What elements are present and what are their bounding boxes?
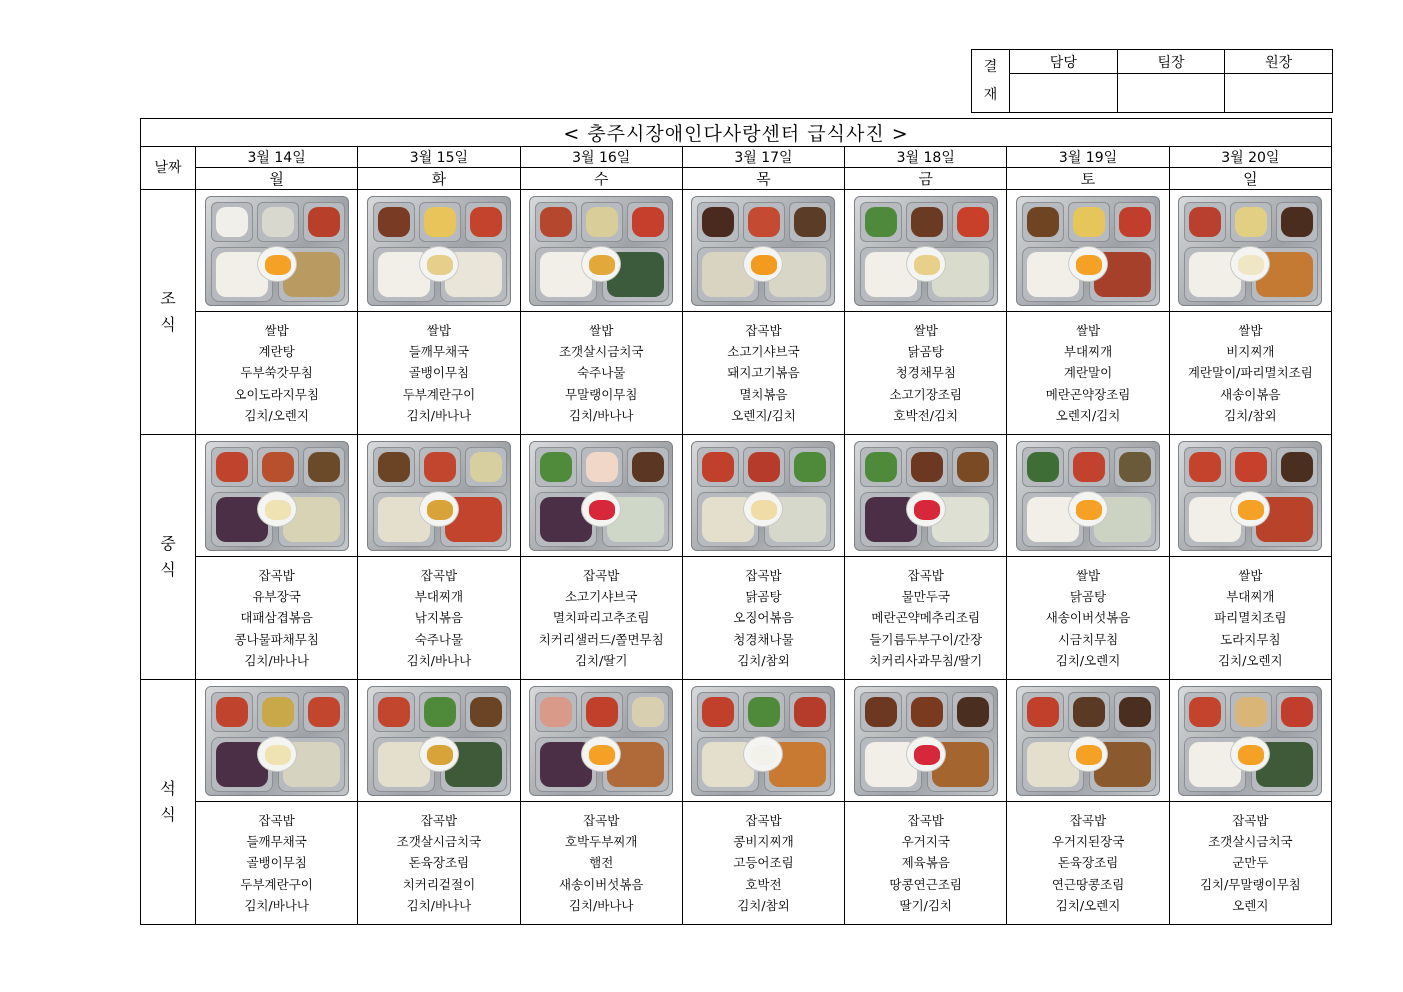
lunch-photo-cell	[358, 435, 520, 557]
menu-item: 멸치파리고추조림	[552, 610, 650, 626]
menu-item: 김치/바나나	[568, 897, 634, 913]
side-dish-2	[1230, 447, 1272, 487]
side-dish-3	[627, 447, 669, 487]
meal-tray-photo	[1178, 441, 1322, 551]
menu-item: 시금치무침	[1057, 631, 1119, 647]
signature-team-lead	[1117, 74, 1225, 113]
side-dish-2	[743, 447, 785, 487]
menu-item: 김치/참외	[737, 652, 790, 668]
breakfast-photo-cell	[845, 190, 1007, 312]
lunch-menu-cell	[1169, 557, 1331, 680]
dinner-menu-cell	[845, 802, 1007, 925]
meal-tray-photo	[1178, 686, 1322, 796]
side-dish-2	[906, 692, 948, 732]
menu-item: 김치/바나나	[406, 897, 472, 913]
menu-item: 비지찌개	[1226, 344, 1275, 360]
side-dish-3	[465, 447, 507, 487]
side-dish-1	[697, 692, 739, 732]
menu-item: 청경채무침	[895, 365, 956, 381]
menu-item: 군만두	[1232, 855, 1269, 871]
meal-tray-photo	[1016, 441, 1160, 551]
menu-item: 오징어볶음	[733, 610, 794, 626]
weekday-cell: 목	[682, 168, 844, 190]
menu-item: 쌀밥	[1075, 322, 1101, 338]
fruit-dish	[1068, 736, 1108, 772]
fruit-dish	[906, 736, 946, 772]
menu-item: 숙주나물	[414, 631, 464, 647]
side-dish-1	[697, 447, 739, 487]
dinner-photo-cell	[682, 680, 844, 802]
meal-tray-photo	[854, 196, 998, 306]
fruit-dish	[257, 736, 297, 772]
document-title: < 충주시장애인다사랑센터 급식사진 >	[141, 119, 1332, 147]
meal-tray-photo	[1178, 196, 1322, 306]
side-dish-1	[211, 202, 253, 242]
side-dish-1	[1022, 447, 1064, 487]
date-cell: 3월 15일	[358, 147, 520, 168]
meal-tray-photo	[1016, 686, 1160, 796]
side-dish-1	[697, 202, 739, 242]
menu-item: 유부장국	[252, 589, 301, 605]
weekday-cell: 월	[196, 168, 358, 190]
menu-item: 골뱅이무침	[408, 365, 470, 381]
side-dish-2	[581, 692, 623, 732]
menu-item: 소고기장조림	[889, 386, 962, 402]
breakfast-photo-cell	[358, 190, 520, 312]
menu-item: 잡곡밥	[907, 812, 944, 828]
signature-staff	[1010, 74, 1118, 113]
date-cell: 3월 18일	[845, 147, 1007, 168]
side-dish-1	[1022, 692, 1064, 732]
side-dish-2	[1230, 692, 1272, 732]
side-dish-1	[1184, 447, 1226, 487]
breakfast-photo-cell	[520, 190, 682, 312]
meal-tray-photo	[691, 441, 835, 551]
meal-tray-photo	[205, 441, 349, 551]
menu-item: 쌀밥	[264, 322, 289, 338]
breakfast-menu-cell	[1169, 312, 1331, 435]
fruit-dish	[419, 246, 459, 282]
breakfast-photo-cell	[682, 190, 844, 312]
side-dish-2	[743, 202, 785, 242]
side-dish-3	[1276, 692, 1318, 732]
side-dish-2	[1068, 447, 1110, 487]
side-dish-2	[581, 202, 623, 242]
menu-item: 땅콩연근조림	[889, 876, 962, 892]
lunch-label	[141, 435, 196, 680]
dinner-menu-cell	[682, 802, 844, 925]
breakfast-menu-cell	[1007, 312, 1169, 435]
menu-item: 두부쑥갓무침	[240, 365, 313, 381]
menu-item: 쌀밥	[426, 322, 451, 338]
menu-item: 호박두부찌개	[564, 834, 638, 850]
weekday-cell: 일	[1169, 168, 1331, 190]
menu-item: 조갯살시금치국	[1208, 834, 1293, 850]
menu-item: 닭곰탕	[1069, 589, 1107, 605]
breakfast-photo-cell	[1007, 190, 1169, 312]
side-dish-3	[303, 447, 345, 487]
menu-item: 메란곤약장조림	[1045, 386, 1131, 402]
side-dish-1	[1184, 202, 1226, 242]
side-dish-2	[1230, 202, 1272, 242]
menu-item: 우거지국	[901, 834, 950, 850]
meal-tray-photo	[205, 196, 349, 306]
dinner-label-char: 식	[160, 805, 176, 824]
menu-item: 잡곡밥	[420, 567, 458, 583]
meal-tray-photo	[529, 196, 673, 306]
menu-item: 잡곡밥	[907, 567, 944, 583]
menu-item: 부대찌개	[414, 589, 464, 605]
lunch-photo-cell	[682, 435, 844, 557]
fruit-dish	[906, 491, 946, 527]
dinner-photo-cell	[196, 680, 358, 802]
menu-item: 들기름두부구이/간장	[869, 631, 983, 647]
approval-label-1: 결	[983, 59, 998, 75]
side-dish-3	[465, 202, 507, 242]
side-dish-1	[860, 692, 902, 732]
side-dish-1	[860, 447, 902, 487]
breakfast-label	[141, 190, 196, 435]
menu-item: 부대찌개	[1226, 589, 1275, 605]
date-label: 날짜	[141, 147, 196, 190]
weekday-cell: 금	[845, 168, 1007, 190]
menu-item: 돈육장조림	[1057, 855, 1119, 871]
meal-tray-photo	[854, 686, 998, 796]
menu-item: 김치/딸기	[574, 652, 628, 668]
menu-item: 오렌지/김치	[731, 407, 796, 423]
menu-item: 잡곡밥	[583, 567, 620, 583]
menu-item: 멸치볶음	[739, 386, 788, 402]
side-dish-2	[257, 692, 299, 732]
side-dish-2	[419, 202, 461, 242]
menu-item: 돈육장조림	[408, 855, 470, 871]
menu-item: 제육볶음	[901, 855, 950, 871]
breakfast-label-char: 조	[160, 289, 176, 308]
side-dish-2	[906, 202, 948, 242]
side-dish-3	[465, 692, 507, 732]
date-cell: 3월 20일	[1169, 147, 1331, 168]
menu-item: 조갯살시금치국	[558, 344, 644, 360]
menu-item: 김치/참외	[1224, 407, 1277, 423]
menu-item: 낚지볶음	[414, 610, 464, 626]
side-dish-2	[581, 447, 623, 487]
side-dish-2	[257, 202, 299, 242]
meal-tray-photo	[367, 441, 511, 551]
meal-photo-table	[140, 118, 1332, 925]
menu-item: 잡곡밥	[745, 567, 782, 583]
menu-item: 호박전/김치	[893, 407, 959, 423]
date-cell: 3월 19일	[1007, 147, 1169, 168]
dinner-menu-cell	[520, 802, 682, 925]
side-dish-2	[419, 447, 461, 487]
menu-item: 김치/참외	[737, 897, 790, 913]
menu-item: 두부계란구이	[402, 386, 476, 402]
breakfast-menu-cell	[520, 312, 682, 435]
side-dish-1	[373, 447, 415, 487]
lunch-photo-cell	[1169, 435, 1331, 557]
menu-item: 김치/오렌지	[1218, 652, 1283, 668]
weekday-cell: 토	[1007, 168, 1169, 190]
weekday-cell: 화	[358, 168, 520, 190]
menu-item: 잡곡밥	[258, 812, 295, 828]
dinner-menu-cell	[1169, 802, 1331, 925]
menu-item: 메란곤약메추리조림	[871, 610, 981, 626]
approval-header-team-lead: 팀장	[1117, 50, 1225, 74]
menu-item: 김치/오렌지	[1055, 897, 1121, 913]
fruit-dish	[257, 491, 297, 527]
dinner-photo-cell	[845, 680, 1007, 802]
side-dish-3	[789, 692, 831, 732]
dinner-label-char: 석	[160, 779, 176, 798]
menu-item: 쌀밥	[1238, 567, 1263, 583]
breakfast-photo-cell	[196, 190, 358, 312]
side-dish-1	[535, 447, 577, 487]
menu-item: 계란말이	[1063, 365, 1113, 381]
menu-item: 햄전	[589, 855, 614, 871]
menu-item: 쌀밥	[913, 322, 938, 338]
side-dish-2	[1068, 692, 1110, 732]
menu-item: 새송이볶음	[1220, 386, 1281, 402]
side-dish-1	[535, 692, 577, 732]
side-dish-3	[1276, 202, 1318, 242]
approval-header-director: 원장	[1225, 50, 1333, 74]
menu-item: 김치/무말랭이무침	[1199, 876, 1301, 892]
menu-item: 치커리샐러드/쫄면무침	[538, 631, 664, 647]
meal-tray-photo	[691, 196, 835, 306]
menu-item: 조갯살시금치국	[396, 834, 482, 850]
menu-item: 쌀밥	[1238, 322, 1263, 338]
side-dish-1	[373, 692, 415, 732]
side-dish-3	[1276, 447, 1318, 487]
side-dish-1	[373, 202, 415, 242]
fruit-dish	[419, 736, 459, 772]
fruit-dish	[257, 246, 297, 282]
menu-item: 호박전	[745, 876, 782, 892]
menu-item: 새송이버섯볶음	[1045, 610, 1131, 626]
fruit-dish	[906, 246, 946, 282]
side-dish-2	[1068, 202, 1110, 242]
menu-item: 잡곡밥	[420, 812, 458, 828]
menu-item: 계란탕	[258, 344, 295, 360]
side-dish-1	[1022, 202, 1064, 242]
lunch-menu-cell	[682, 557, 844, 680]
approval-label	[972, 50, 1010, 113]
side-dish-3	[303, 202, 345, 242]
side-dish-3	[952, 692, 994, 732]
dinner-label	[141, 680, 196, 925]
lunch-photo-cell	[1007, 435, 1169, 557]
approval-header-staff: 담당	[1010, 50, 1118, 74]
menu-item: 파리멸치조림	[1214, 610, 1287, 626]
breakfast-menu-cell	[358, 312, 520, 435]
menu-item: 두부계란구이	[240, 876, 313, 892]
side-dish-3	[789, 202, 831, 242]
date-cell: 3월 14일	[196, 147, 358, 168]
side-dish-1	[211, 692, 253, 732]
menu-item: 소고기샤브국	[564, 589, 638, 605]
side-dish-3	[952, 447, 994, 487]
lunch-photo-cell	[520, 435, 682, 557]
side-dish-2	[743, 692, 785, 732]
side-dish-2	[906, 447, 948, 487]
fruit-dish	[1068, 246, 1108, 282]
menu-item: 들깨무채국	[408, 344, 470, 360]
meal-tray-photo	[854, 441, 998, 551]
dinner-menu-cell	[358, 802, 520, 925]
menu-item: 잡곡밥	[745, 322, 782, 338]
meal-tray-photo	[205, 686, 349, 796]
meal-tray-photo	[529, 686, 673, 796]
menu-item: 콩나물파채무침	[234, 631, 319, 647]
side-dish-2	[419, 692, 461, 732]
meal-tray-photo	[529, 441, 673, 551]
dinner-photo-cell	[1169, 680, 1331, 802]
dinner-photo-cell	[358, 680, 520, 802]
menu-item: 잡곡밥	[258, 567, 295, 583]
menu-item: 새송이버섯볶음	[558, 876, 644, 892]
menu-item: 닭곰탕	[907, 344, 944, 360]
menu-item: 치커리사과무침/딸기	[869, 652, 983, 668]
dinner-photo-cell	[520, 680, 682, 802]
fruit-dish	[1068, 491, 1108, 527]
menu-item: 쌀밥	[1075, 567, 1101, 583]
dinner-menu-cell	[196, 802, 358, 925]
lunch-label-char: 식	[160, 560, 176, 579]
meal-tray-photo	[691, 686, 835, 796]
menu-item: 잡곡밥	[583, 812, 620, 828]
side-dish-3	[952, 202, 994, 242]
weekday-cell: 수	[520, 168, 682, 190]
side-dish-1	[860, 202, 902, 242]
lunch-menu-cell	[520, 557, 682, 680]
date-cell: 3월 16일	[520, 147, 682, 168]
menu-item: 김치/바나나	[244, 897, 309, 913]
menu-item: 돼지고기볶음	[727, 365, 800, 381]
side-dish-1	[535, 202, 577, 242]
menu-item: 계란말이/파리멸치조림	[1187, 365, 1313, 381]
lunch-menu-cell	[1007, 557, 1169, 680]
menu-item: 숙주나물	[577, 365, 626, 381]
breakfast-label-char: 식	[160, 315, 176, 334]
fruit-dish	[419, 491, 459, 527]
menu-item: 김치/바나나	[406, 652, 472, 668]
menu-item: 쌀밥	[589, 322, 614, 338]
menu-item: 도라지무침	[1220, 631, 1281, 647]
menu-item: 오렌지/김치	[1055, 407, 1121, 423]
menu-item: 잡곡밥	[1069, 812, 1107, 828]
menu-item: 잡곡밥	[745, 812, 782, 828]
meal-tray-photo	[367, 686, 511, 796]
menu-item: 우거지된장국	[1051, 834, 1125, 850]
menu-item: 대패삼겹볶음	[240, 610, 313, 626]
side-dish-3	[1114, 202, 1156, 242]
menu-item: 김치/오렌지	[1055, 652, 1121, 668]
approval-label-2: 재	[983, 87, 998, 103]
menu-item: 골뱅이무침	[246, 855, 307, 871]
menu-item: 김치/오렌지	[244, 407, 309, 423]
menu-item: 들깨무채국	[246, 834, 307, 850]
lunch-menu-cell	[196, 557, 358, 680]
menu-item: 오이도라지무침	[234, 386, 319, 402]
side-dish-3	[627, 692, 669, 732]
breakfast-menu-cell	[845, 312, 1007, 435]
breakfast-menu-cell	[682, 312, 844, 435]
side-dish-3	[627, 202, 669, 242]
lunch-menu-cell	[358, 557, 520, 680]
date-cell: 3월 17일	[682, 147, 844, 168]
lunch-photo-cell	[845, 435, 1007, 557]
menu-item: 부대찌개	[1063, 344, 1113, 360]
menu-item: 잡곡밥	[1232, 812, 1269, 828]
meal-tray-photo	[1016, 196, 1160, 306]
menu-item: 김치/바나나	[244, 652, 309, 668]
menu-item: 물만두국	[901, 589, 950, 605]
signature-director	[1225, 74, 1333, 113]
breakfast-menu-cell	[196, 312, 358, 435]
side-dish-1	[211, 447, 253, 487]
menu-item: 딸기/김치	[899, 897, 953, 913]
dinner-photo-cell	[1007, 680, 1169, 802]
menu-item: 연근땅콩조림	[1051, 876, 1125, 892]
menu-item: 무말랭이무침	[564, 386, 638, 402]
side-dish-2	[257, 447, 299, 487]
menu-item: 치커리겉절이	[402, 876, 476, 892]
meal-tray-photo	[367, 196, 511, 306]
dinner-menu-cell	[1007, 802, 1169, 925]
menu-item: 닭곰탕	[745, 589, 782, 605]
menu-item: 고등어조림	[733, 855, 794, 871]
side-dish-3	[1114, 692, 1156, 732]
menu-item: 소고기샤브국	[727, 344, 800, 360]
breakfast-photo-cell	[1169, 190, 1331, 312]
menu-item: 오렌지	[1232, 897, 1269, 913]
menu-item: 청경채나물	[733, 631, 794, 647]
menu-item: 김치/바나나	[406, 407, 472, 423]
approval-box	[971, 49, 1333, 113]
side-dish-1	[1184, 692, 1226, 732]
menu-item: 콩비지찌개	[733, 834, 794, 850]
side-dish-3	[303, 692, 345, 732]
menu-item: 김치/바나나	[568, 407, 634, 423]
lunch-label-char: 중	[160, 534, 176, 553]
lunch-photo-cell	[196, 435, 358, 557]
side-dish-3	[1114, 447, 1156, 487]
side-dish-3	[789, 447, 831, 487]
lunch-menu-cell	[845, 557, 1007, 680]
